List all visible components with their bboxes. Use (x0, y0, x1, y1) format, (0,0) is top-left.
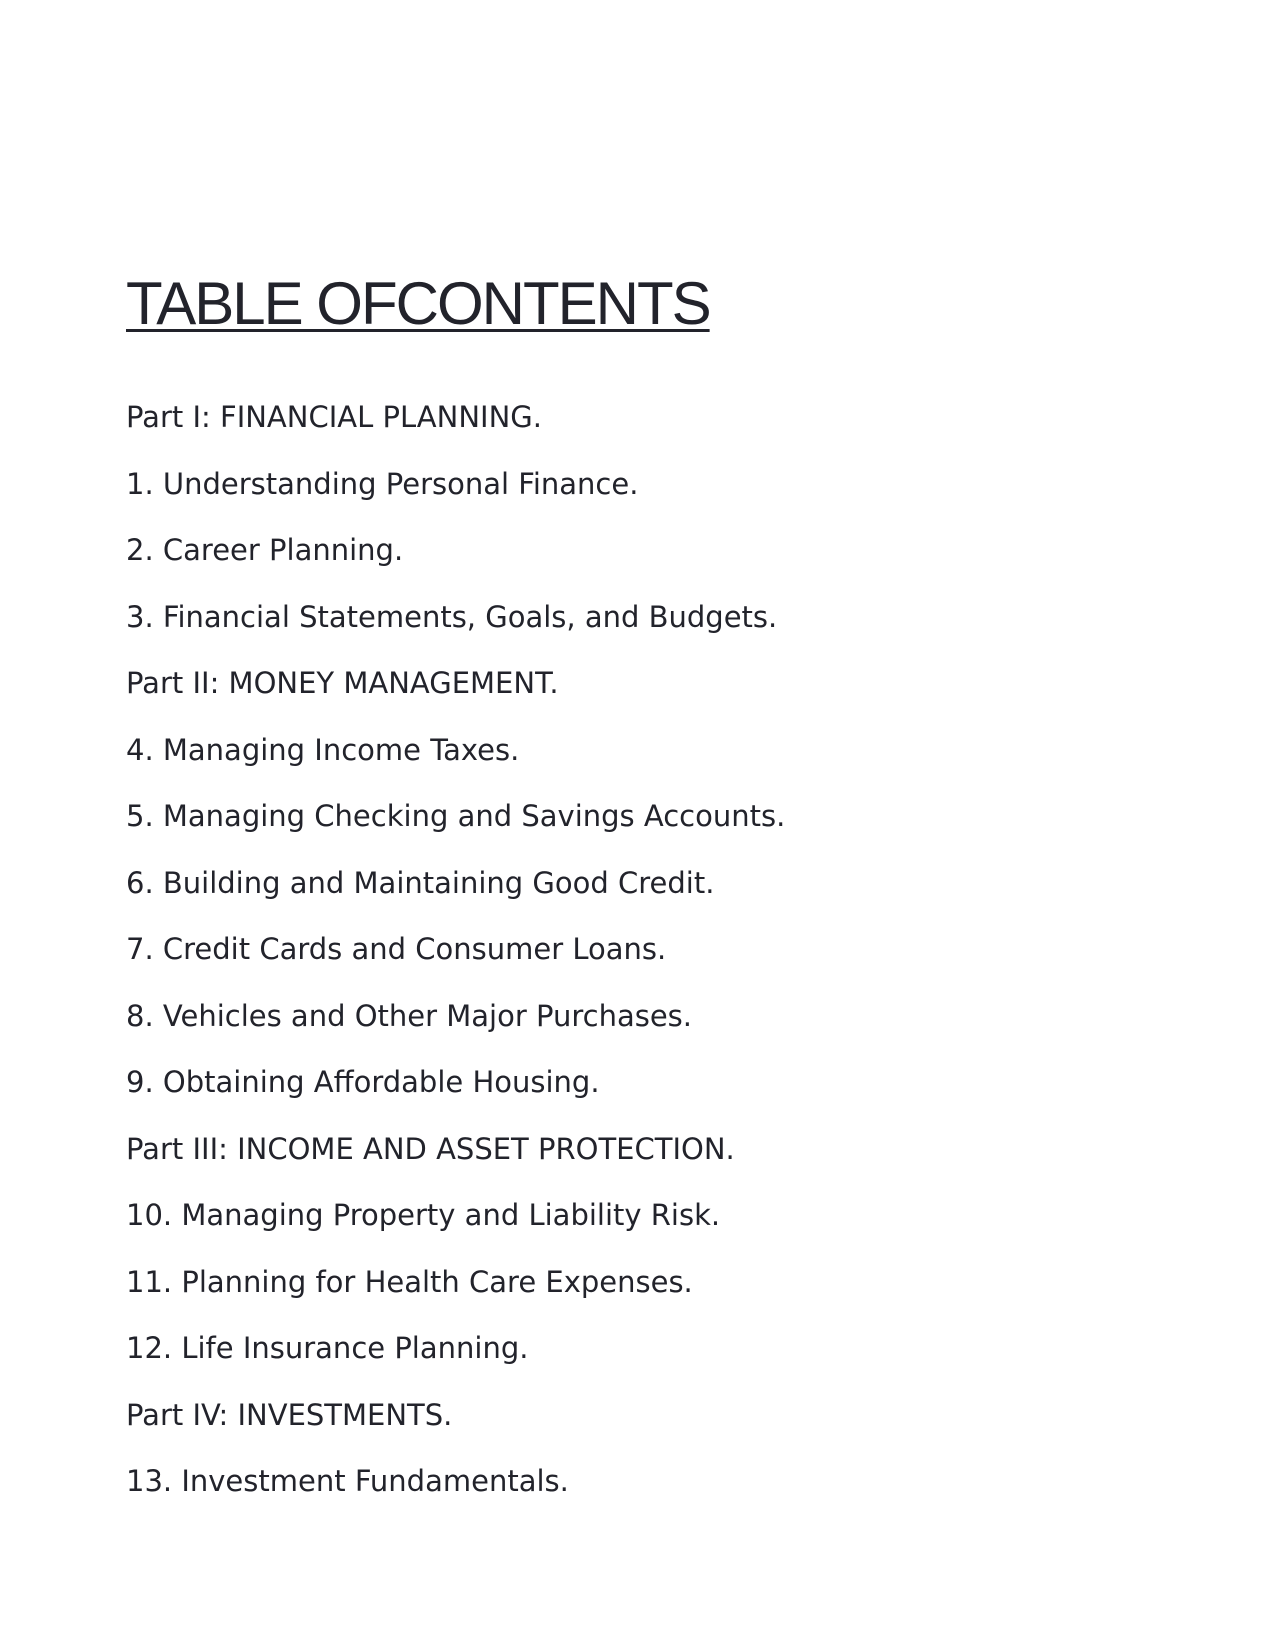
toc-chapter: 12. Life Insurance Planning. (126, 1331, 529, 1365)
toc-chapter: 3. Financial Statements, Goals, and Budgets. (126, 599, 778, 634)
toc-chapter: 13. Investment Fundamentals. (126, 1464, 569, 1498)
toc-chapter: 9. Obtaining Affordable Housing. (126, 1065, 600, 1099)
toc-part-heading: Part I: FINANCIAL PLANNING. (126, 400, 542, 434)
toc-chapter: 6. Building and Maintaining Good Credit. (126, 865, 715, 900)
toc-chapter: 8. Vehicles and Other Major Purchases. (126, 998, 693, 1033)
toc-chapter: 5. Managing Checking and Savings Accounts. (126, 799, 786, 833)
toc-chapter: 1. Understanding Personal Finance. (126, 466, 639, 501)
toc-list (126, 384, 785, 1515)
toc-part-heading: Part IV: INVESTMENTS. (126, 1397, 453, 1432)
toc-chapter: 10. Managing Property and Liability Risk. (126, 1198, 721, 1232)
toc-chapter: 11. Planning for Health Care Expenses. (126, 1264, 693, 1299)
toc-part-heading: Part II: MONEY MANAGEMENT. (126, 666, 559, 700)
toc-part-heading: Part III: INCOME AND ASSET PROTECTION. (126, 1131, 735, 1166)
toc-chapter: 7. Credit Cards and Consumer Loans. (126, 932, 667, 966)
toc-chapter: 4. Managing Income Taxes. (126, 732, 520, 767)
page-title: TABLE OFCONTENTS (126, 270, 710, 337)
toc-chapter: 2. Career Planning. (126, 533, 404, 567)
